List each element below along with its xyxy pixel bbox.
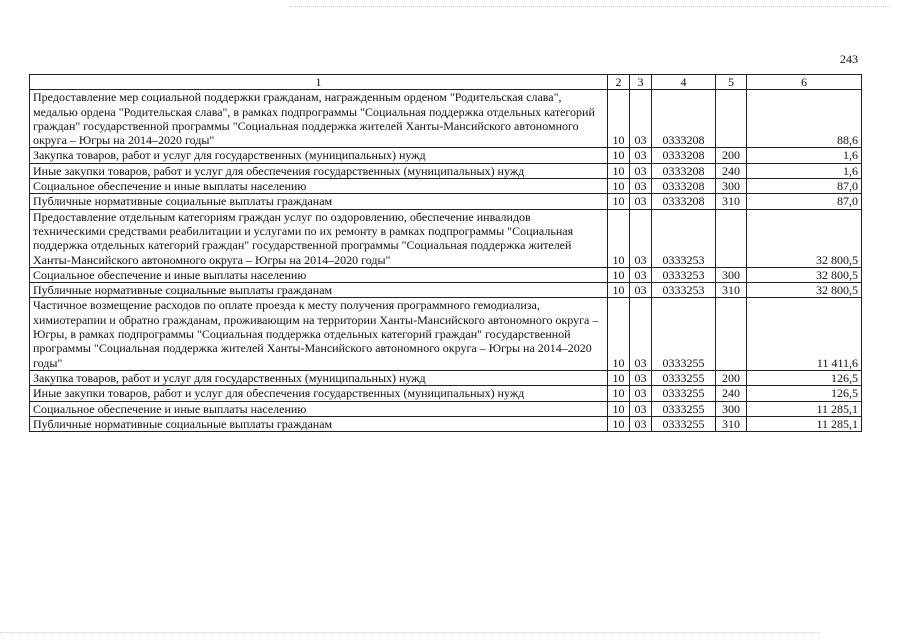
table-row — [30, 370, 862, 385]
row-name-cell: Закупка товаров, работ и услуг для государственных (муниципальных) нужд — [30, 370, 608, 385]
row-expense-cell: 310 — [716, 283, 747, 298]
table-row — [30, 267, 862, 282]
row-section-cell: 10 — [608, 163, 630, 178]
row-amount-cell: 32 800,5 — [747, 267, 862, 282]
row-section-cell: 10 — [608, 386, 630, 401]
row-section-cell: 10 — [608, 283, 630, 298]
row-expense-cell — [716, 209, 747, 267]
header-cell-expense: 5 — [716, 75, 747, 90]
row-name-cell: Публичные нормативные социальные выплаты гражданам — [30, 194, 608, 209]
row-expense-cell: 300 — [716, 401, 747, 416]
row-name-cell: Социальное обеспечение и иные выплаты населению — [30, 179, 608, 194]
row-subsection-cell: 03 — [630, 416, 652, 431]
header-cell-subsection: 3 — [630, 75, 652, 90]
row-section-cell: 10 — [608, 148, 630, 163]
table-row — [30, 209, 862, 267]
row-name-cell: Иные закупки товаров, работ и услуг для обеспечения государственных (муниципальных) нужд — [30, 386, 608, 401]
row-name-cell: Публичные нормативные социальные выплаты гражданам — [30, 283, 608, 298]
row-subsection-cell: 03 — [630, 386, 652, 401]
row-target-cell: 0333208 — [652, 179, 716, 194]
row-amount-cell: 1,6 — [747, 163, 862, 178]
budget-table-body — [30, 75, 862, 432]
row-subsection-cell: 03 — [630, 194, 652, 209]
row-amount-cell: 11 411,6 — [747, 298, 862, 370]
page-number: 243 — [840, 52, 858, 66]
row-subsection-cell: 03 — [630, 148, 652, 163]
row-section-cell: 10 — [608, 416, 630, 431]
row-subsection-cell: 03 — [630, 163, 652, 178]
table-row — [30, 386, 862, 401]
row-expense-cell: 240 — [716, 386, 747, 401]
row-expense-cell: 300 — [716, 267, 747, 282]
row-subsection-cell: 03 — [630, 179, 652, 194]
row-name-cell: Частичное возмещение расходов по оплате проезда к месту получения программного гемодиализа, химиотерапии и обратно гражданам, проживающим на территории Ханты-Мансийского автономного округа – Югры, в рамках подпрограммы "Социальная поддержка отдельных категорий граждан" государственной программы "Социальная поддержка жителей Ханты-Мансийского автономного округа – Югры на 2014–2020 годы" — [30, 298, 608, 370]
row-amount-cell: 126,5 — [747, 370, 862, 385]
row-section-cell: 10 — [608, 194, 630, 209]
row-amount-cell: 11 285,1 — [747, 416, 862, 431]
row-target-cell: 0333255 — [652, 401, 716, 416]
header-cell-section: 2 — [608, 75, 630, 90]
table-row — [30, 298, 862, 370]
row-name-cell: Предоставление отдельным категориям граждан услуг по оздоровлению, обеспечение инвалидов техническими средствами реабилитации и услугами по их ремонту в рамках подпрограммы "Социальная поддержка отдельных категорий граждан" государственной программы "Социальная поддержка жителей Ханты-Мансийского автономного округа – Югры на 2014–2020 годы" — [30, 209, 608, 267]
row-amount-cell: 32 800,5 — [747, 209, 862, 267]
row-target-cell: 0333208 — [652, 148, 716, 163]
row-amount-cell: 11 285,1 — [747, 401, 862, 416]
row-section-cell: 10 — [608, 401, 630, 416]
row-subsection-cell: 03 — [630, 267, 652, 282]
scan-artifact-bottom — [0, 632, 820, 633]
header-cell-amount: 6 — [747, 75, 862, 90]
row-expense-cell: 200 — [716, 370, 747, 385]
row-expense-cell: 200 — [716, 148, 747, 163]
row-amount-cell: 88,6 — [747, 90, 862, 148]
row-target-cell: 0333255 — [652, 370, 716, 385]
row-section-cell: 10 — [608, 298, 630, 370]
table-row — [30, 163, 862, 178]
row-target-cell: 0333253 — [652, 267, 716, 282]
row-name-cell: Публичные нормативные социальные выплаты гражданам — [30, 416, 608, 431]
row-section-cell: 10 — [608, 209, 630, 267]
row-target-cell: 0333208 — [652, 194, 716, 209]
row-subsection-cell: 03 — [630, 283, 652, 298]
budget-table — [29, 74, 862, 432]
row-name-cell: Предоставление мер социальной поддержки гражданам, награжденным орденом "Родительская слава", медалью ордена "Родительская слава", в рамках подпрограммы "Социальная поддержка отдельных категорий граждан" государственной программы "Социальная поддержка жителей Ханты-Мансийского автономного округа – Югры на 2014–2020 годы" — [30, 90, 608, 148]
row-target-cell: 0333255 — [652, 298, 716, 370]
row-amount-cell: 1,6 — [747, 148, 862, 163]
row-amount-cell: 126,5 — [747, 386, 862, 401]
row-target-cell: 0333255 — [652, 386, 716, 401]
row-expense-cell: 240 — [716, 163, 747, 178]
row-subsection-cell: 03 — [630, 209, 652, 267]
row-expense-cell: 310 — [716, 194, 747, 209]
row-target-cell: 0333253 — [652, 283, 716, 298]
row-amount-cell: 32 800,5 — [747, 283, 862, 298]
table-row — [30, 283, 862, 298]
row-name-cell: Социальное обеспечение и иные выплаты населению — [30, 401, 608, 416]
row-amount-cell: 87,0 — [747, 194, 862, 209]
header-cell-target: 4 — [652, 75, 716, 90]
row-section-cell: 10 — [608, 179, 630, 194]
table-row — [30, 179, 862, 194]
row-expense-cell — [716, 298, 747, 370]
row-section-cell: 10 — [608, 370, 630, 385]
row-section-cell: 10 — [608, 90, 630, 148]
row-expense-cell — [716, 90, 747, 148]
table-row — [30, 148, 862, 163]
row-subsection-cell: 03 — [630, 90, 652, 148]
scan-artifact-top — [290, 6, 890, 7]
row-target-cell: 0333208 — [652, 90, 716, 148]
header-cell-name: 1 — [30, 75, 608, 90]
row-target-cell: 0333208 — [652, 163, 716, 178]
row-subsection-cell: 03 — [630, 401, 652, 416]
row-name-cell: Социальное обеспечение и иные выплаты населению — [30, 267, 608, 282]
row-subsection-cell: 03 — [630, 370, 652, 385]
row-expense-cell: 310 — [716, 416, 747, 431]
table-header-row — [30, 75, 862, 90]
table-row — [30, 416, 862, 431]
row-name-cell: Закупка товаров, работ и услуг для государственных (муниципальных) нужд — [30, 148, 608, 163]
row-expense-cell: 300 — [716, 179, 747, 194]
row-subsection-cell: 03 — [630, 298, 652, 370]
row-target-cell: 0333253 — [652, 209, 716, 267]
row-target-cell: 0333255 — [652, 416, 716, 431]
table-row — [30, 90, 862, 148]
table-row — [30, 401, 862, 416]
row-section-cell: 10 — [608, 267, 630, 282]
row-name-cell: Иные закупки товаров, работ и услуг для обеспечения государственных (муниципальных) нужд — [30, 163, 608, 178]
table-row — [30, 194, 862, 209]
row-amount-cell: 87,0 — [747, 179, 862, 194]
